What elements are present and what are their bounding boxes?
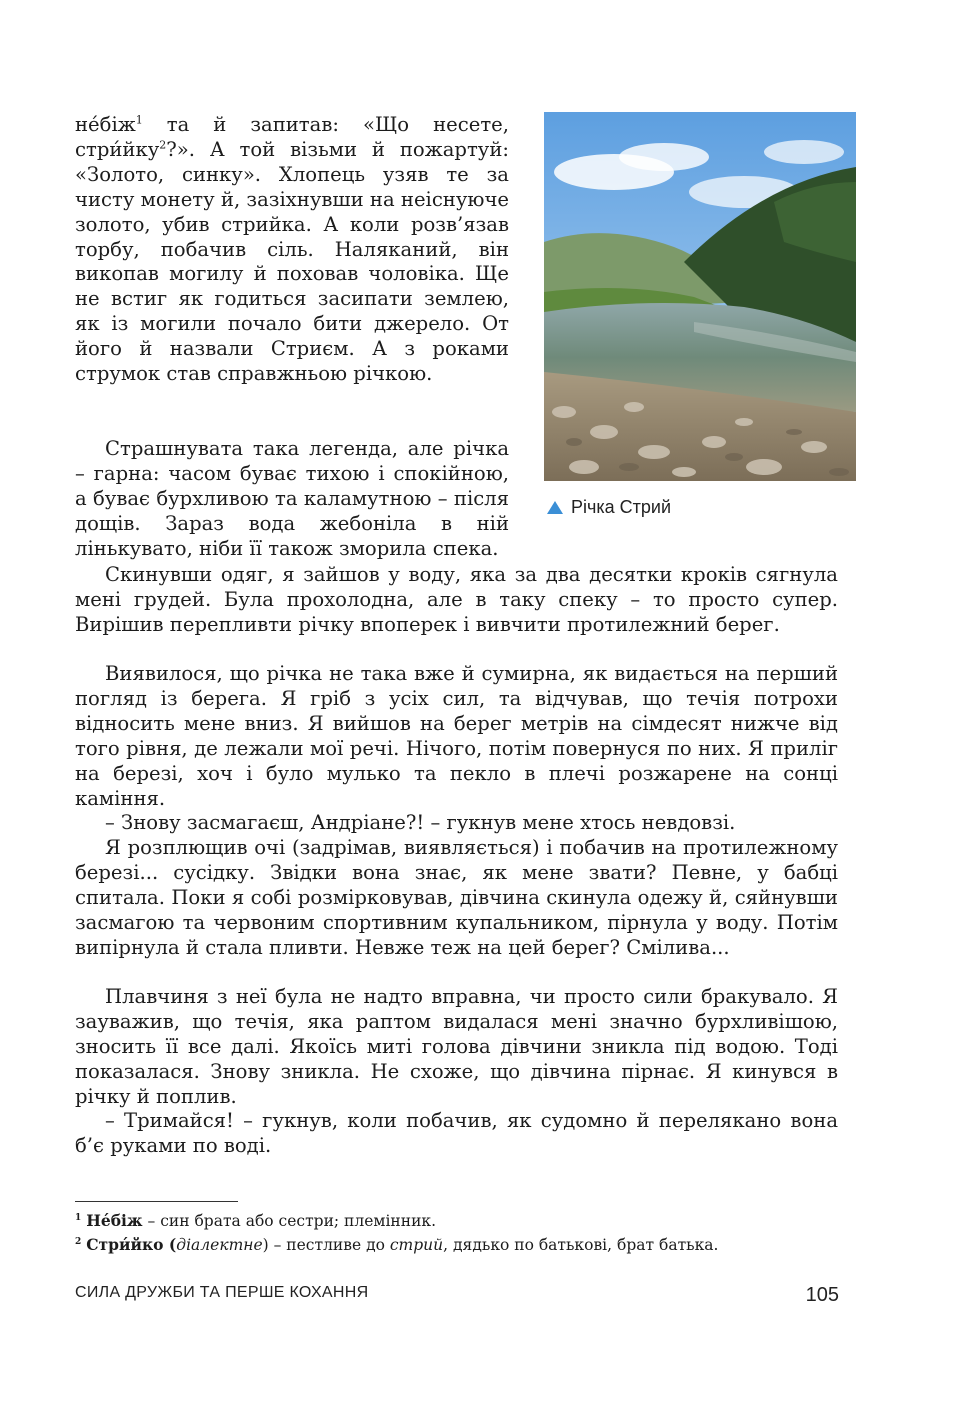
paragraph-dialogue-2: – Тримайся! – гукнув, коли побачив, як судомно й перелякано вона б’є руками по воді. [75,1109,838,1157]
footnote-text: , дядько по батькові, брат батька. [443,1236,719,1254]
page-number: 105 [805,1284,839,1306]
footnote-2 [75,1235,855,1255]
paragraph-swimmer: Плавчиня з неї була не надто вправна, чи просто сили бракувало. Я зауважив, що течія, яка раптом видалася мені значно бурхливішою, зносить її все далі. Якоїсь миті голова дівчини зникла під водою. Тоді показалася. Знову зникла. Не схоже, що дівчина пірнає. Я кинувся в річку й поплив. [75,985,838,1108]
paragraph-entering-water: Скинувши одяг, я зайшов у воду, яка за два десятки кроків сягнула мені грудей. Була прохолодна, але в таку спеку – то просто супер. Вирішив перепливти річку впоперек і вивчити протилежний берег. [75,563,838,636]
footnote-label: діалектне [176,1236,263,1254]
paragraph-legend-end [75,113,509,387]
paragraph-neighbor: Я розплющив очі (задрімав, виявляється) і побачив на протилежному березі... сусідку. Звідки вона знає, як мене звати? Певне, у бабці спитала. Поки я собі розмірковував, дівчина скинула одежу й, сяйнувши засмагою та червоним спортивним купальником, пірнула у воду. Потім випірнула й стала пливти. Невже теж на цей берег? Смілива... [75,836,838,959]
footnote-term: Не́біж [86,1211,143,1230]
triangle-icon [547,501,563,514]
footnote-ref-2[interactable]: 2 [159,138,167,152]
paragraph-river-description: Страшнувата така легенда, але річка – гарна: часом буває тихою і спокійною, а буває бурхливою та каламутною – після дощів. Зараз вода жебоніла в ній лінькувато, ніби її також зморила спека. [75,437,509,560]
footnote-ref-1[interactable]: 1 [135,113,143,127]
footnote-text: ( [163,1235,177,1254]
photo-caption [547,497,671,518]
paragraph-text: та й запитав: «Що несете, стри́йку [75,113,509,161]
word-nebizh: не́біж [75,113,136,136]
footnote-text: ) – пестливе до [262,1236,390,1254]
footnote-divider [75,1201,238,1202]
paragraph-text: ?». А той візьми й пожартуй: «Золото, синку». Хлопець узяв те за чисту монету й, зазіхнувши на неіснуюче золото, убив стрийка. А коли розв’язав торбу, побачив сіль. Наляканий, він викопав могилу й поховав чоловіка. Ще не встиг як годиться засипати землею, як із могили почало бити джерело. От його й назвали Стриєм. А з роками струмок став справжньою річкою. [75,137,509,386]
footnote-1 [75,1211,855,1231]
footnote-number: 1 [75,1212,82,1223]
footnote-text: – син брата або сестри; племінник. [142,1212,437,1230]
footnote-italic-word: стрий [389,1236,444,1254]
paragraph-current: Виявилося, що річка не така вже й сумирна, як видається на перший погляд із берега. Я гріб з усіх сил, та відчував, що течія потрохи відносить мене вниз. Я вийшов на берег метрів на сімдесят нижче від того рівня, де лежали мої речі. Нічого, потім повернуся по них. Я приліг на березі, хоч і було мулько та пекло в плечі розжарене на сонці каміння. [75,662,838,810]
footnote-term: Стри́йко [86,1235,164,1254]
paragraph-dialogue-1: – Знову засмагаєш, Андріане?! – гукнув мене хтось невдовзі. [105,811,736,834]
caption-text: Річка Стрий [571,497,672,517]
section-title: СИЛА ДРУЖБИ ТА ПЕРШЕ КОХАННЯ [75,1284,369,1301]
footnote-number: 2 [75,1236,82,1247]
river-stryi-photo [544,112,856,481]
